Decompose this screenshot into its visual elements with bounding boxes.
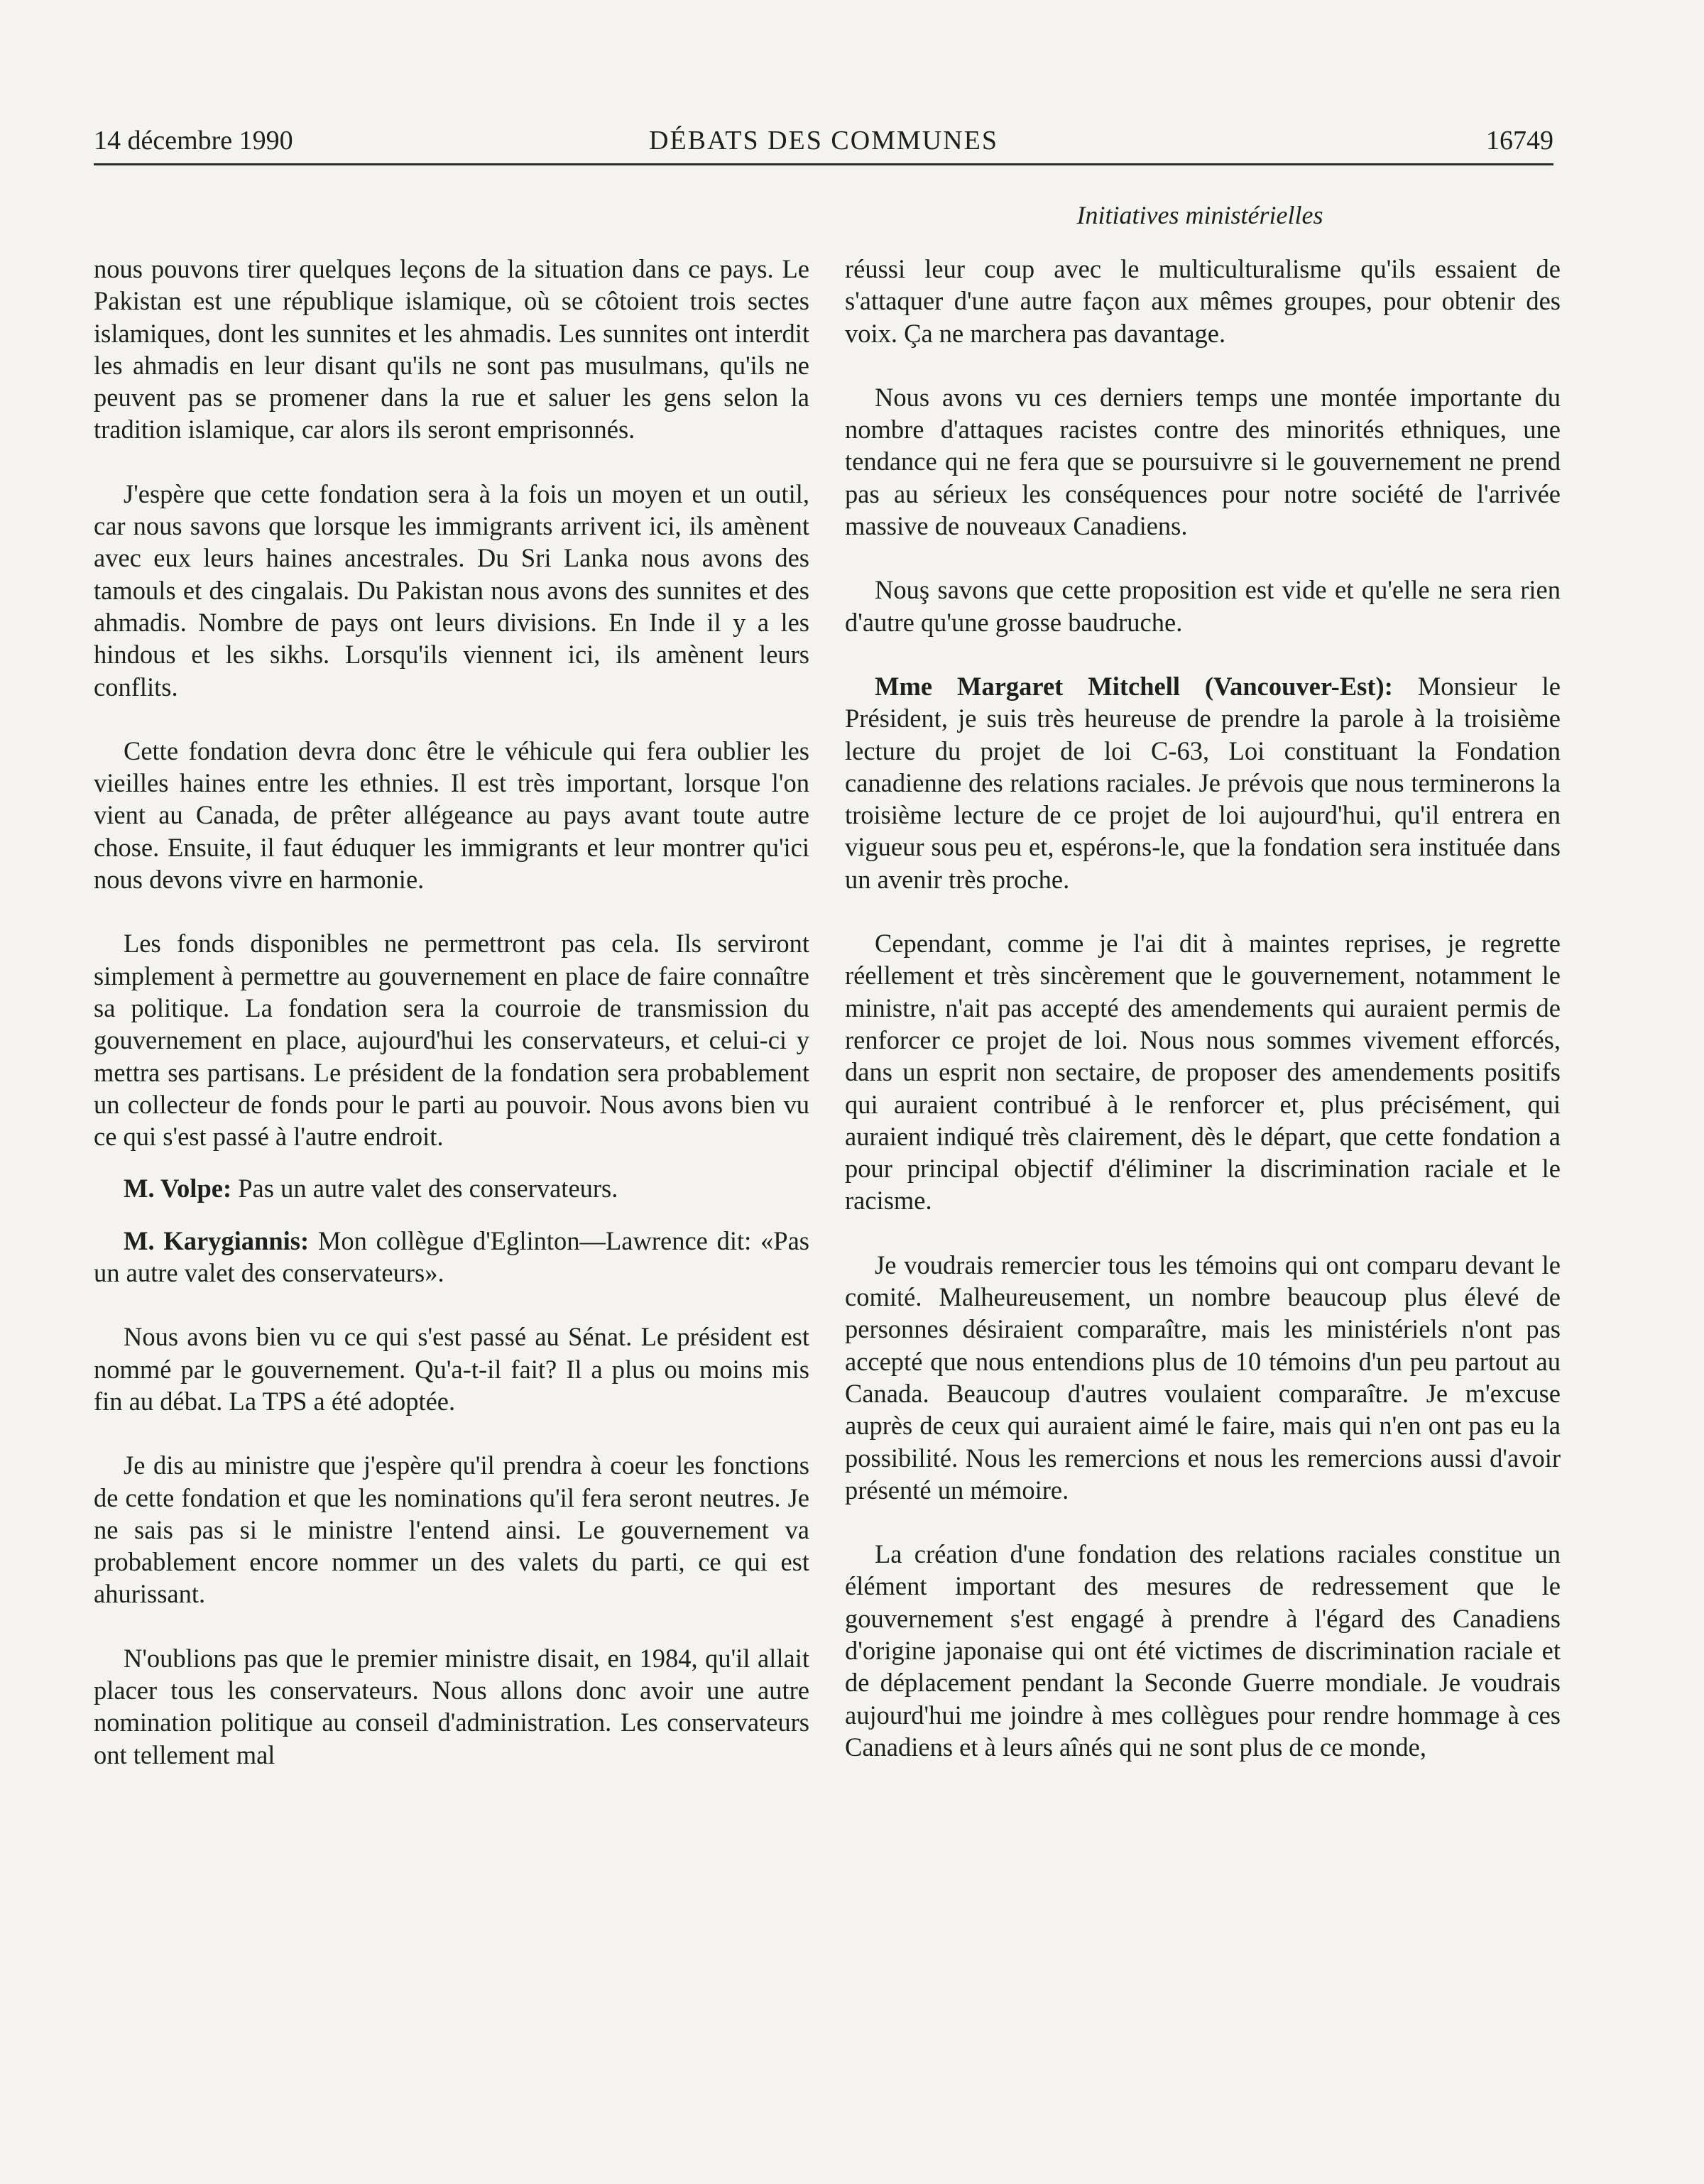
speech-text: Mon collègue d'Eglinton—Lawrence dit: «Pas un autre valet des conservateurs».: [94, 1225, 809, 1288]
left-paragraph-8: Je dis au ministre que j'espère qu'il prendra à coeur les fonctions de cette fondation et que les nominations qu'il fera seront neutres. Je ne sais pas si le ministre l'entend ainsi. Le gouvernement va probablement encore nommer un des valets du parti, ce qui est ahurissant.: [94, 1451, 809, 1609]
right-paragraph-2: Nous avons vu ces derniers temps une montée importante du nombre d'attaques racistes contre des minorités ethniques, une tendance qui ne fera que se poursuivre si le gouvernement ne prend pas au sérieux les conséquences pour notre société de l'arrivée massive de nouveaux Canadiens.: [845, 382, 1561, 541]
right-paragraph-4: [845, 670, 1561, 895]
section-label: Initiatives ministérielles: [1076, 201, 1323, 229]
right-paragraph-3: Nouş savons que cette proposition est vide et qu'elle ne sera rien d'autre qu'une grosse baudruche.: [845, 575, 1561, 637]
left-paragraph-9: N'oublions pas que le premier ministre disait, en 1984, qu'il allait placer tous les conservateurs. Nous allons donc avoir une autre nomination politique au conseil d'administration. Les conservateurs ont tellement mal: [94, 1643, 809, 1769]
header-title: DÉBATS DES COMMUNES: [649, 126, 998, 155]
right-column: [845, 253, 1561, 1763]
right-paragraph-7: La création d'une fondation des relations raciales constitue un élément important des mesures de redressement que le gouvernement s'est engagé à prendre à l'égard des Canadiens d'origine japonaise qui ont été victimes de discrimination raciale et de déplacement pendant la Seconde Guerre mondiale. Je voudrais aujourd'hui me joindre à mes collègues pour rendre hommage à ces Canadiens et à leurs aînés qui ne sont plus de ce monde,: [845, 1539, 1561, 1762]
page-header: [94, 122, 1553, 165]
header-date: 14 décembre 1990: [94, 126, 293, 155]
speech-text: Pas un autre valet des conservateurs.: [231, 1174, 618, 1203]
right-paragraph-6: Je voudrais remercier tous les témoins qui ont comparu devant le comité. Malheureusement, un nombre beaucoup plus élevé de personnes désiraient comparaître, mais les ministériels n'ont pas accepté que nous entendions plus de 10 témoins d'un peu partout au Canada. Beaucoup d'autres voulaient comparaître. Je m'excuse auprès de ceux qui auraient aimé le faire, mais qui n'en ont pas eu la possibilité. Nous les remercions et nous les remercions aussi d'avoir présenté un mémoire.: [845, 1250, 1561, 1505]
left-paragraph-5: [94, 1172, 809, 1204]
speaker-name: Mme Margaret Mitchell (Vancouver-Est):: [875, 671, 1393, 701]
speaker-name: M. Karygiannis:: [124, 1225, 310, 1255]
header-page-number: 16749: [1486, 126, 1553, 155]
speaker-name: M. Volpe:: [124, 1174, 232, 1203]
right-paragraph-1: réussi leur coup avec le multiculturalisme qu'ils essaient de s'attaquer d'une autre façon aux mêmes groupes, pour obtenir des voix. Ça ne marchera pas davantage.: [845, 254, 1561, 348]
left-column: [94, 253, 809, 1771]
left-paragraph-6: [94, 1225, 809, 1289]
left-paragraph-2: J'espère que cette fondation sera à la fois un moyen et un outil, car nous savons que lorsque les immigrants arrivent ici, ils amènent avec eux leurs haines ancestrales. Du Sri Lanka nous avons des tamouls et des cingalais. Du Pakistan nous avons des sunnites et des ahmadis. Nombre de pays ont leurs divisions. En Inde il y a les hindous et les sikhs. Lorsqu'ils viennent ici, ils amènent leurs conflits.: [94, 479, 809, 701]
speech-text: Monsieur le Président, je suis très heureuse de prendre la parole à la troisième lecture du projet de loi C-63, Loi constituant la Fondation canadienne des relations raciales. Je prévois que nous terminerons la troisième lecture de ce projet de loi aujourd'hui, qu'il entrera en vigueur sous peu et, espérons-le, que la fondation sera instituée dans un avenir très proche.: [845, 671, 1561, 894]
header-rule: [94, 163, 1553, 165]
left-paragraph-1: nous pouvons tirer quelques leçons de la situation dans ce pays. Le Pakistan est une république islamique, où se côtoient trois sectes islamiques, dont les sunnites et les ahmadis. Les sunnites ont interdit les ahmadis en leur disant qu'ils ne sont pas musulmans, qu'ils ne peuvent pas se promener dans la rue et saluer les gens selon la tradition islamique, car alors ils seront emprisonnés.: [94, 254, 809, 444]
left-paragraph-4: Les fonds disponibles ne permettront pas cela. Ils serviront simplement à permettre au gouvernement en place de faire connaître sa politique. La fondation sera la courroie de transmission du gouvernement en place, aujourd'hui les conservateurs, et celui-ci y mettra ses partisans. Le président de la fondation sera probablement un collecteur de fonds pour le parti au pouvoir. Nous avons bien vu ce qui s'est passé à l'autre endroit.: [94, 929, 809, 1152]
right-paragraph-5: Cependant, comme je l'ai dit à maintes reprises, je regrette réellement et très sincèrement que le gouvernement, notamment le ministre, n'ait pas accepté des amendements qui auraient permis de renforcer ce projet de loi. Nous nous sommes vivement efforcés, dans un esprit non sectaire, de proposer des amendements positifs qui auraient contribué à le renforcer et, plus précisément, qui auraient indiqué très clairement, dès le départ, que cette fondation a pour principal objectif d'éliminer la discrimination raciale et le racisme.: [845, 929, 1561, 1216]
left-paragraph-3: Cette fondation devra donc être le véhicule qui fera oublier les vieilles haines entre les ethnies. Il est très important, lorsque l'on vient au Canada, de prêter allégeance au pays avant toute autre chose. Ensuite, il faut éduquer les immigrants et leur montrer qu'ici nous devons vivre en harmonie.: [94, 736, 809, 895]
left-paragraph-7: Nous avons bien vu ce qui s'est passé au Sénat. Le président est nommé par le gouvernement. Qu'a-t-il fait? Il a plus ou moins mis fin au débat. La TPS a été adoptée.: [94, 1322, 809, 1416]
